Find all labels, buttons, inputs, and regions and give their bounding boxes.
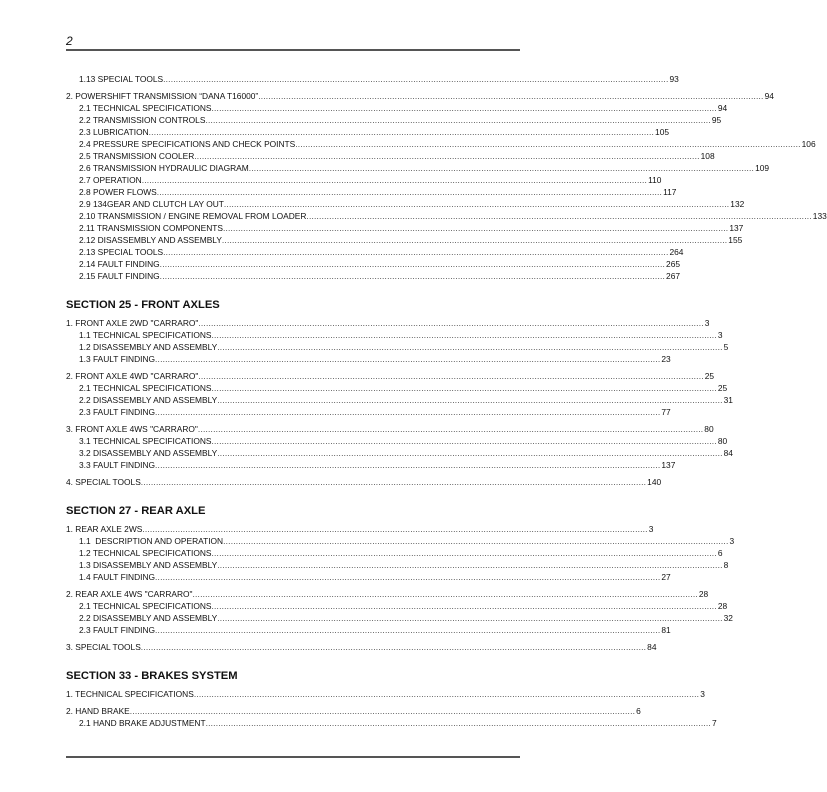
- entry-page-number: 84: [723, 448, 733, 458]
- entry-title: 2.3 FAULT FINDING: [79, 625, 156, 635]
- entry-title: 2.2 DISASSEMBLY AND ASSEMBLY: [79, 395, 218, 405]
- toc-subentry[interactable]: [66, 547, 723, 559]
- entry-title: 1.3 DISASSEMBLY AND ASSEMBLY: [79, 560, 218, 570]
- toc-section: [66, 298, 733, 488]
- toc-entry[interactable]: [66, 588, 709, 600]
- toc-subentry[interactable]: [66, 102, 728, 114]
- toc-subentry[interactable]: [66, 535, 735, 547]
- dot-leader: ........................................................................................................................................................................................................: [217, 342, 723, 352]
- entry-title: 2.10 TRANSMISSION / ENGINE REMOVAL FROM LOADER: [79, 211, 307, 221]
- dot-leader: ........................................................................................................................................................................................................: [197, 424, 704, 434]
- dot-leader: ........................................................................................................................................................................................................: [211, 548, 717, 558]
- toc-entry[interactable]: [66, 370, 715, 382]
- toc-section: [66, 669, 717, 729]
- entry-page-number: 137: [661, 460, 676, 470]
- toc-entry[interactable]: [66, 641, 657, 653]
- entry-page-number: 25: [704, 371, 715, 381]
- entry-page-number: 94: [764, 91, 774, 101]
- entry-title: 2.1 TECHNICAL SPECIFICATIONS: [79, 601, 212, 611]
- entry-title: 2.3 LUBRICATION: [79, 127, 149, 137]
- entry-page-number: 132: [730, 199, 745, 209]
- entry-title: 3. FRONT AXLE 4WS "CARRARO": [66, 424, 198, 434]
- dot-leader: ........................................................................................................................................................................................................: [306, 211, 812, 221]
- entry-page-number: 3: [648, 524, 654, 534]
- toc-subentry[interactable]: [66, 571, 671, 583]
- toc-subentry[interactable]: [66, 394, 733, 406]
- entry-page-number: 137: [729, 223, 744, 233]
- dot-leader: ........................................................................................................................................................................................................: [155, 625, 661, 635]
- entry-title: 2.14 FAULT FINDING: [79, 259, 160, 269]
- entry-title: 2.15 FAULT FINDING: [79, 271, 160, 281]
- dot-leader: ........................................................................................................................................................................................................: [156, 187, 663, 197]
- toc-group: [66, 370, 733, 418]
- toc-subentry[interactable]: [66, 234, 743, 246]
- toc-entry[interactable]: [66, 523, 654, 535]
- entry-page-number: 267: [666, 271, 681, 281]
- toc-subentry[interactable]: [66, 559, 729, 571]
- entry-title: 2. REAR AXLE 4WS "CARRARO": [66, 589, 193, 599]
- toc-subentry[interactable]: [66, 624, 671, 636]
- dot-leader: ........................................................................................................................................................................................................: [142, 524, 648, 534]
- toc-subentry[interactable]: [66, 222, 744, 234]
- entry-title: 1.1 DESCRIPTION AND OPERATION: [79, 536, 224, 546]
- toc-subentry[interactable]: [66, 150, 715, 162]
- entry-page-number: 93: [669, 74, 679, 84]
- toc-subentry[interactable]: [66, 198, 745, 210]
- entry-page-number: 140: [647, 477, 662, 487]
- toc-entry[interactable]: [66, 688, 705, 700]
- entry-title: 2.13 SPECIAL TOOLS: [79, 247, 164, 257]
- dot-leader: ........................................................................................................................................................................................................: [211, 383, 717, 393]
- dot-leader: ........................................................................................................................................................................................................: [217, 613, 723, 623]
- entry-title: 2.5 TRANSMISSION COOLER: [79, 151, 195, 161]
- entry-page-number: 80: [717, 436, 728, 446]
- dot-leader: ........................................................................................................................................................................................................: [217, 448, 723, 458]
- dot-leader: ........................................................................................................................................................................................................: [248, 163, 755, 173]
- entry-page-number: 109: [755, 163, 770, 173]
- dot-leader: ........................................................................................................................................................................................................: [205, 115, 711, 125]
- entry-page-number: 265: [666, 259, 681, 269]
- entry-title: 1. FRONT AXLE 2WD "CARRARO": [66, 318, 199, 328]
- entry-title: 2.3 FAULT FINDING: [79, 407, 156, 417]
- toc-subentry[interactable]: [66, 210, 827, 222]
- toc-subentry[interactable]: [66, 258, 681, 270]
- dot-leader: ........................................................................................................................................................................................................: [192, 589, 698, 599]
- entry-page-number: 77: [661, 407, 671, 417]
- toc-group: [66, 641, 657, 653]
- entry-page-number: 28: [717, 601, 728, 611]
- entry-title: 3.2 DISASSEMBLY AND ASSEMBLY: [79, 448, 218, 458]
- toc-subentry[interactable]: [66, 447, 733, 459]
- toc-subentry[interactable]: [66, 126, 670, 138]
- entry-page-number: 8: [723, 560, 729, 570]
- dot-leader: ........................................................................................................................................................................................................: [163, 74, 669, 84]
- entry-page-number: 3: [700, 689, 705, 699]
- dot-leader: ........................................................................................................................................................................................................: [155, 354, 661, 364]
- toc-subentry[interactable]: [66, 246, 684, 258]
- entry-title: 2.2 TRANSMISSION CONTROLS: [79, 115, 206, 125]
- entry-title: 1.2 DISASSEMBLY AND ASSEMBLY: [79, 342, 218, 352]
- dot-leader: ........................................................................................................................................................................................................: [223, 536, 729, 546]
- toc-subentry[interactable]: [66, 341, 729, 353]
- entry-page-number: 95: [711, 115, 722, 125]
- entry-page-number: 94: [717, 103, 728, 113]
- dot-leader: ........................................................................................................................................................................................................: [159, 271, 666, 281]
- entry-title: 1. REAR AXLE 2WS: [66, 524, 143, 534]
- toc-group: [66, 688, 705, 700]
- entry-page-number: 6: [636, 706, 641, 716]
- toc-subentry[interactable]: [66, 600, 728, 612]
- entry-title: 2.4 PRESSURE SPECIFICATIONS AND CHECK POINTS: [79, 139, 296, 149]
- toc-group: [66, 523, 735, 583]
- toc-subentry[interactable]: [66, 459, 676, 471]
- toc-subentry[interactable]: [66, 353, 671, 365]
- toc-entry[interactable]: [66, 476, 662, 488]
- entry-title: 2.8 POWER FLOWS: [79, 187, 157, 197]
- toc-subentry[interactable]: [66, 162, 770, 174]
- section-heading: SECTION 33 - BRAKES SYSTEM: [66, 670, 238, 682]
- dot-leader: ........................................................................................................................................................................................................: [194, 151, 700, 161]
- toc-subentry[interactable]: [66, 73, 679, 85]
- entry-title: 1.2 TECHNICAL SPECIFICATIONS: [79, 548, 212, 558]
- entry-page-number: 155: [728, 235, 743, 245]
- entry-title: 2.7 OPERATION: [79, 175, 142, 185]
- dot-leader: ........................................................................................................................................................................................................: [198, 318, 704, 328]
- entry-title: 3.3 FAULT FINDING: [79, 460, 156, 470]
- dot-leader: ........................................................................................................................................................................................................: [217, 395, 723, 405]
- entry-title: 2.9 134GEAR AND CLUTCH LAY OUT: [79, 199, 224, 209]
- toc-subentry[interactable]: [66, 329, 723, 341]
- entry-page-number: 110: [648, 175, 662, 185]
- entry-title: 4. SPECIAL TOOLS: [66, 477, 141, 487]
- toc-group: [66, 90, 827, 282]
- entry-title: 1.3 FAULT FINDING: [79, 354, 156, 364]
- dot-leader: ........................................................................................................................................................................................................: [295, 139, 801, 149]
- entry-page-number: 108: [700, 151, 715, 161]
- entry-title: 3. SPECIAL TOOLS: [66, 642, 141, 652]
- dot-leader: ........................................................................................................................................................................................................: [211, 601, 717, 611]
- entry-page-number: 31: [723, 395, 733, 405]
- toc-entry[interactable]: [66, 705, 641, 717]
- table-of-contents: [66, 73, 827, 729]
- toc-continuation: [66, 73, 827, 282]
- toc-group: [66, 705, 717, 729]
- toc-subentry[interactable]: [66, 186, 677, 198]
- entry-title: 1. TECHNICAL SPECIFICATIONS: [66, 689, 194, 699]
- toc-group: [66, 73, 679, 85]
- entry-page-number: 264: [669, 247, 684, 257]
- entry-page-number: 133: [812, 211, 827, 221]
- entry-title: 2. HAND BRAKE: [66, 706, 130, 716]
- toc-entry[interactable]: [66, 90, 774, 102]
- section-heading: SECTION 25 - FRONT AXLES: [66, 299, 220, 311]
- dot-leader: ........................................................................................................................................................................................................: [211, 436, 717, 446]
- toc-subentry[interactable]: [66, 270, 681, 282]
- dot-leader: ........................................................................................................................................................................................................: [140, 477, 647, 487]
- toc-group: [66, 476, 662, 488]
- toc-subentry[interactable]: [66, 717, 717, 729]
- dot-leader: ........................................................................................................................................................................................................: [198, 371, 704, 381]
- toc-subentry[interactable]: [66, 114, 722, 126]
- entry-page-number: 3: [717, 330, 723, 340]
- toc-group: [66, 317, 729, 365]
- entry-page-number: 81: [661, 625, 671, 635]
- entry-title: 1.4 FAULT FINDING: [79, 572, 156, 582]
- dot-leader: ........................................................................................................................................................................................................: [155, 460, 661, 470]
- dot-leader: ........................................................................................................................................................................................................: [148, 127, 655, 137]
- toc-entry[interactable]: [66, 423, 714, 435]
- dot-leader: ........................................................................................................................................................................................................: [258, 91, 764, 101]
- dot-leader: ........................................................................................................................................................................................................: [129, 706, 636, 716]
- header-rule: [66, 49, 520, 51]
- dot-leader: ........................................................................................................................................................................................................: [205, 718, 711, 728]
- entry-page-number: 105: [655, 127, 670, 137]
- entry-page-number: 6: [717, 548, 723, 558]
- toc-subentry[interactable]: [66, 138, 816, 150]
- dot-leader: ........................................................................................................................................................................................................: [159, 259, 666, 269]
- page-number: 2: [66, 34, 73, 48]
- dot-leader: ........................................................................................................................................................................................................: [217, 560, 723, 570]
- entry-title: 2.1 TECHNICAL SPECIFICATIONS: [79, 383, 212, 393]
- entry-title: 2. POWERSHIFT TRANSMISSION “DANA T16000”: [66, 91, 259, 101]
- dot-leader: ........................................................................................................................................................................................................: [211, 330, 717, 340]
- toc-section: [66, 504, 735, 653]
- dot-leader: ........................................................................................................................................................................................................: [140, 642, 647, 652]
- entry-page-number: 3: [729, 536, 735, 546]
- toc-subentry[interactable]: [66, 612, 733, 624]
- entry-page-number: 7: [711, 718, 717, 728]
- toc-entry[interactable]: [66, 317, 710, 329]
- entry-page-number: 84: [647, 642, 657, 652]
- toc-group: [66, 588, 733, 636]
- footer-rule: [66, 756, 520, 758]
- entry-page-number: 32: [723, 613, 733, 623]
- entry-title: 2.1 HAND BRAKE ADJUSTMENT: [79, 718, 206, 728]
- entry-page-number: 28: [698, 589, 709, 599]
- section-heading: SECTION 27 - REAR AXLE: [66, 505, 206, 517]
- entry-title: 2.1 TECHNICAL SPECIFICATIONS: [79, 103, 212, 113]
- entry-page-number: 106: [801, 139, 816, 149]
- entry-title: 3.1 TECHNICAL SPECIFICATIONS: [79, 436, 212, 446]
- entry-title: 1.1 TECHNICAL SPECIFICATIONS: [79, 330, 212, 340]
- entry-title: 2. FRONT AXLE 4WD "CARRARO": [66, 371, 199, 381]
- entry-page-number: 27: [661, 572, 671, 582]
- dot-leader: ........................................................................................................................................................................................................: [193, 689, 700, 699]
- toc-subentry[interactable]: [66, 382, 728, 394]
- dot-leader: ........................................................................................................................................................................................................: [211, 103, 717, 113]
- dot-leader: ........................................................................................................................................................................................................: [223, 199, 730, 209]
- entry-title: 2.6 TRANSMISSION HYDRAULIC DIAGRAM: [79, 163, 249, 173]
- toc-subentry[interactable]: [66, 435, 728, 447]
- entry-page-number: 3: [704, 318, 710, 328]
- entry-title: 2.11 TRANSMISSION COMPONENTS: [79, 223, 223, 233]
- dot-leader: ........................................................................................................................................................................................................: [163, 247, 669, 257]
- dot-leader: ........................................................................................................................................................................................................: [221, 235, 728, 245]
- entry-page-number: 80: [704, 424, 714, 434]
- entry-page-number: 117: [663, 187, 677, 197]
- entry-title: 1.13 SPECIAL TOOLS: [79, 74, 164, 84]
- toc-subentry[interactable]: [66, 174, 662, 186]
- dot-leader: ........................................................................................................................................................................................................: [141, 175, 648, 185]
- entry-title: 2.2 DISASSEMBLY AND ASSEMBLY: [79, 613, 218, 623]
- toc-group: [66, 423, 733, 471]
- entry-title: 2.12 DISASSEMBLY AND ASSEMBLY: [79, 235, 222, 245]
- toc-subentry[interactable]: [66, 406, 671, 418]
- dot-leader: ........................................................................................................................................................................................................: [222, 223, 729, 233]
- entry-page-number: 25: [717, 383, 728, 393]
- dot-leader: ........................................................................................................................................................................................................: [155, 407, 661, 417]
- entry-page-number: 23: [661, 354, 671, 364]
- entry-page-number: 5: [723, 342, 729, 352]
- dot-leader: ........................................................................................................................................................................................................: [155, 572, 661, 582]
